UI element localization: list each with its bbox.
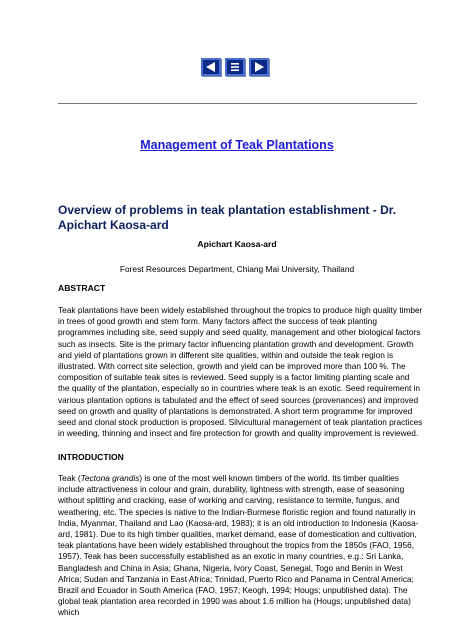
introduction-heading: INTRODUCTION xyxy=(58,452,124,462)
right-arrow-icon xyxy=(253,62,265,72)
abstract-heading: ABSTRACT xyxy=(58,283,106,293)
introduction-paragraph xyxy=(58,473,423,619)
author-name: Apichart Kaosa-ard xyxy=(197,239,277,249)
previous-page-button[interactable] xyxy=(201,58,221,76)
contents-list-icon xyxy=(229,62,241,72)
left-arrow-icon xyxy=(205,62,217,72)
chapter-title: Overview of problems in teak plantation establishment - Dr. Apichart Kaosa-ard xyxy=(58,203,397,232)
species-name: Tectona grandis xyxy=(80,473,140,483)
horizontal-divider xyxy=(58,103,417,104)
document-title-link[interactable]: Management of Teak Plantations xyxy=(140,138,334,152)
abstract-paragraph: Teak plantations have been widely established throughout the tropics to produce high quality timber in trees of good growth and stem form. Many factors affect the success of teak planting programmes including site, seed supply and seed quality, management and other biological factors such as insects. Site is the primary factor influencing plantation growth and development. Growth and yield of plantations grown in different site qualities, within and outside the teak region is illustrated. With correct site selection, growth and yield can be improved more than 100 %. The composition of suitable teak sites is reviewed. Seed supply is a factor limiting planting scale and the quality of the plantation, especially so in countries where teak is an exotic. Seed requirement in various plantation options is tabulated and the effect of seed sources (provenances) and improved seed on growth and quality of plantations is demonstrated. A short term programme for improved seed and clonal stock production is proposed. Silvicultural management of teak plantation practices in weeding, thinning and insect and fire protection for growth and quality improvement is reviewed. xyxy=(58,305,423,439)
intro-body-text: ) is one of the most well known timbers of the world. Its timber qualities include attractiveness in colour and grain, durability, lightness with strength, ease of seasoning without splitting and cracking, ease of working and carving, resistance to termite, fungus, and weathering, etc. The species is native to the Indian-Burmese floristic region and found naturally in India, Myanmar, Thailand and Lao (Kaosa-ard, 1983); it is an old introduction to Indonesia (Kaosa-ard, 1981). Due to its high timber qualities, market demand, ease of domestication and cultivation, teak plantations have been widely established throughout the tropics from the 1850s (FAO, 1956, 1957). Teak has been successfully established as an exotic in many countries, e.g.: Sri Lanka, Bangladesh and China in Asia; Ghana, Nigeria, Ivory Coast, Senegal, Togo and Benin in West Africa; Sudan and Tanzania in East Africa; Trinidad, Puerto Rico and Panama in Central America; Brazil and Ecuador in South America (FAO, 1957; Keogh, 1994; Hougs; unpublished data). The global teak plantation area recorded in 1990 was about 1.6 million ha (Hougs; unpublished data) which xyxy=(58,473,419,618)
next-page-button[interactable] xyxy=(249,58,269,76)
contents-button[interactable] xyxy=(225,58,245,76)
intro-lead-text: Teak ( xyxy=(58,473,81,483)
navigation-bar xyxy=(201,58,269,76)
author-affiliation: Forest Resources Department, Chiang Mai University, Thailand xyxy=(119,264,355,274)
